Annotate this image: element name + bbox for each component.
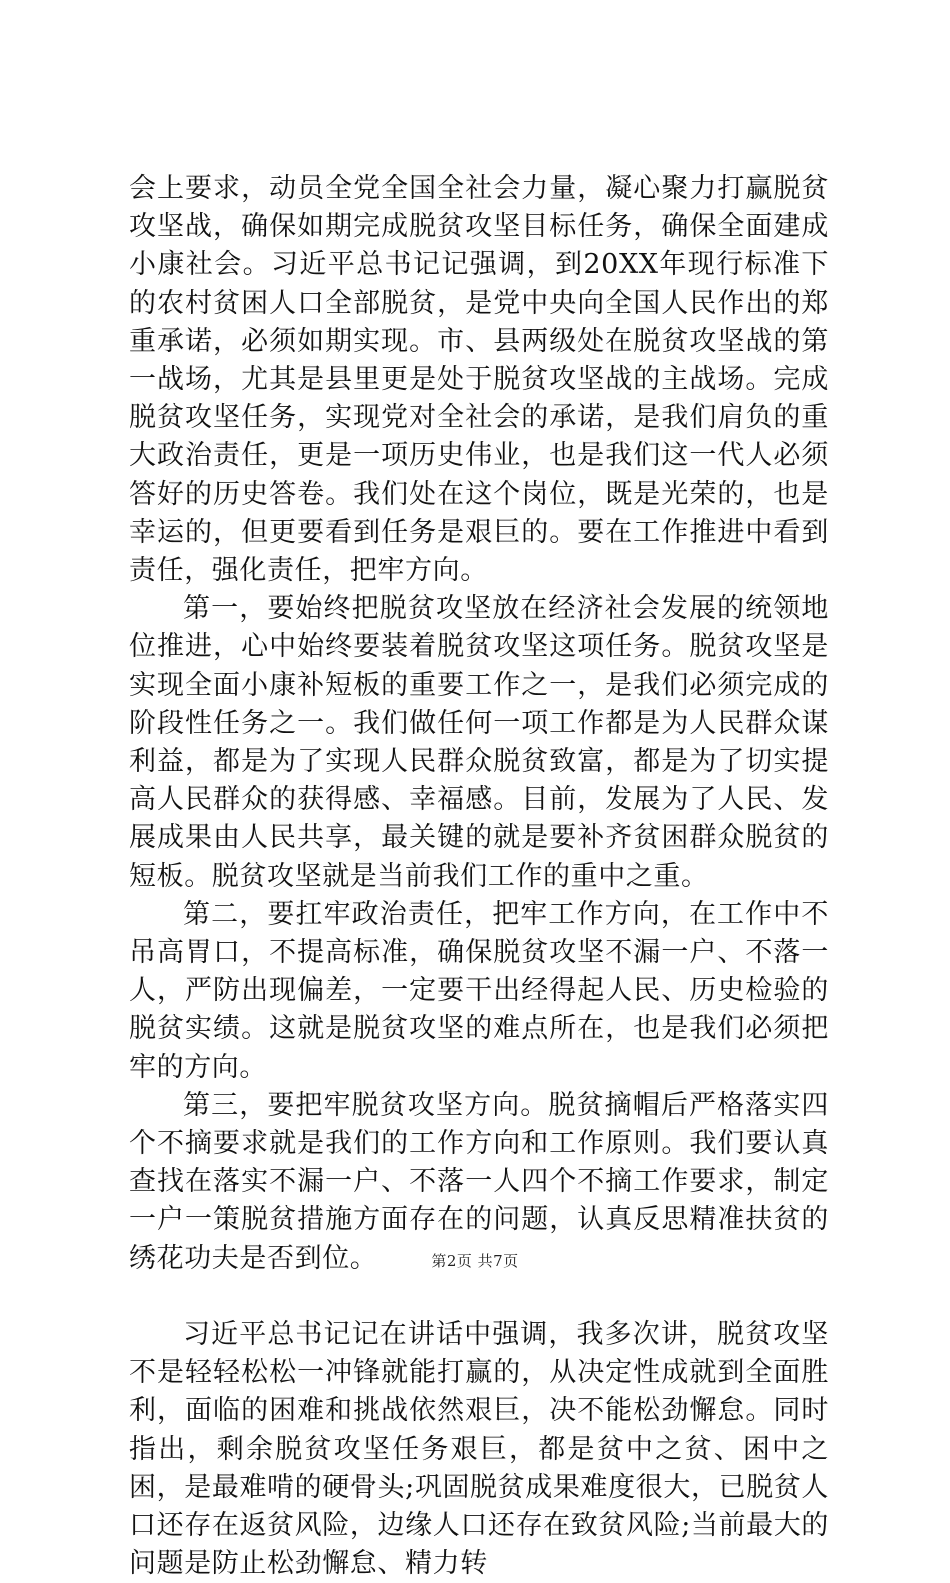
page-number-footer: 第2页 共7页 — [431, 1252, 519, 1270]
paragraph-first-point: 第一，要始终把脱贫攻坚放在经济社会发展的统领地位推进，心中始终要装着脱贫攻坚这项任务。脱贫攻坚是实现全面小康补短板的重要工作之一，是我们必须完成的阶段性任务之一。我们做任何一项工作都是为人民群众谋利益，都是为了实现人民群众脱贫致富，都是为了切实提高人民群众的获得感、幸福感。目前，发展为了人民、发展成果由人民共享，最关键的就是要补齐贫困群众脱贫的短板。脱贫攻坚就是当前我们工作的重中之重。 — [129, 593, 829, 892]
paragraph-spacer — [129, 1278, 829, 1316]
paragraph-continued: 会上要求，动员全党全国全社会力量，凝心聚力打赢脱贫攻坚战，确保如期完成脱贫攻坚目标任务，确保全面建成小康社会。习近平总书记记强调，到20XX年现行标准下的农村贫困人口全部脱贫，是党中央向全国人民作出的郑重承诺，必须如期实现。市、县两级处在脱贫攻坚战的第一战场，尤其是县里更是处于脱贫攻坚战的主战场。完成脱贫攻坚任务，实现党对全社会的承诺，是我们肩负的重大政治责任，更是一项历史伟业，也是我们这一代人必须答好的历史答卷。我们处在这个岗位，既是光荣的，也是幸运的，但更要看到任务是艰巨的。要在工作推进中看到责任，强化责任，把牢方向。 — [129, 173, 829, 587]
paragraph-speech-quote: 习近平总书记记在讲话中强调，我多次讲，脱贫攻坚不是轻轻松松一冲锋就能打赢的，从决定性成就到全面胜利，面临的困难和挑战依然艰巨，决不能松劲懈怠。同时指出，剩余脱贫攻坚任务艰巨，都是贫中之贫、困中之困，是最难啃的硬骨头;巩固脱贫成果难度很大，已脱贫人口还存在返贫风险，边缘人口还存在致贫风险;当前最大的问题是防止松劲懈怠、精力转 — [129, 1318, 829, 1580]
paragraph-third-point: 第三，要把牢脱贫攻坚方向。脱贫摘帽后严格落实四个不摘要求就是我们的工作方向和工作原则。我们要认真查找在落实不漏一户、不落一人四个不摘工作要求，制定一户一策脱贫措施方面存在的问题，认真反思精准扶贫的绣花功夫是否到位。 — [129, 1089, 829, 1274]
paragraph-second-point: 第二，要扛牢政治责任，把牢工作方向，在工作中不吊高胃口，不提高标准，确保脱贫攻坚不漏一户、不落一人，严防出现偏差，一定要干出经得起人民、历史检验的脱贫实绩。这就是脱贫攻坚的难点所在，也是我们必须把牢的方向。 — [129, 898, 829, 1083]
document-body — [129, 170, 829, 1583]
